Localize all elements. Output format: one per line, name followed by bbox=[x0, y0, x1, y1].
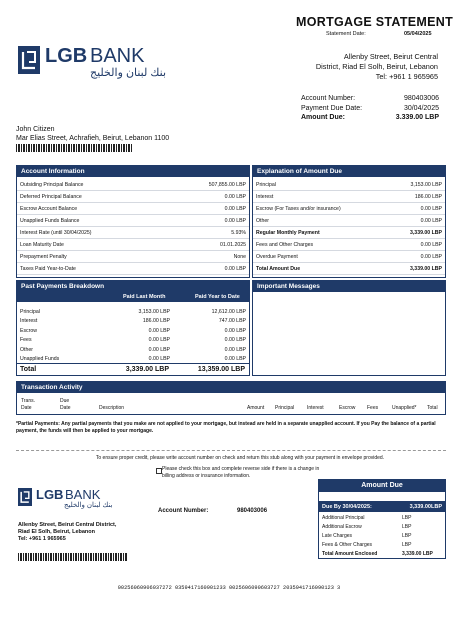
stub-due-by-row bbox=[319, 501, 445, 512]
row-label: Overdue Payment bbox=[256, 253, 298, 260]
payment-label: Interest bbox=[20, 318, 38, 325]
stub-address bbox=[18, 522, 116, 543]
payment-ytd: 12,612.00 LBP bbox=[211, 308, 246, 315]
bank-logo bbox=[18, 46, 168, 82]
stub-row-value: LBP bbox=[402, 514, 412, 521]
customer-name: John Citizen bbox=[16, 126, 55, 133]
account-info-box bbox=[16, 165, 250, 278]
check-note: Please check this box and complete reverse side if there is a change in billing address or insurance information. bbox=[162, 466, 320, 479]
customer-barcode bbox=[16, 144, 132, 152]
payment-ytd: 747.00 LBP bbox=[218, 318, 246, 325]
row-label: Escrow Account Balance bbox=[20, 205, 78, 212]
past-payments-box bbox=[16, 280, 250, 376]
past-payments-total bbox=[17, 363, 249, 375]
info-row bbox=[17, 251, 249, 263]
row-label: Outsiding Principal Balance bbox=[20, 181, 84, 188]
transaction-col-header: Amount bbox=[247, 405, 265, 411]
row-value: 0.00 LBP bbox=[420, 241, 442, 248]
payment-label: Unapplied Funds bbox=[20, 356, 60, 363]
payment-last-month: 0.00 LBP bbox=[148, 327, 170, 334]
row-value: 0.00 LBP bbox=[224, 265, 246, 272]
due-date-label: Payment Due Date: bbox=[301, 104, 363, 112]
info-row bbox=[17, 191, 249, 203]
stub-address-line: Allenby Street, Beirut Central District, bbox=[18, 522, 117, 528]
account-number: 980403006 bbox=[403, 95, 439, 102]
stub-amount-due-box bbox=[318, 479, 446, 559]
stub-account-number: 980403006 bbox=[237, 508, 268, 514]
account-number-label: Account Number: bbox=[301, 95, 356, 102]
statement-date-label: Statement Date: bbox=[326, 31, 366, 37]
payment-last-month: 0.00 LBP bbox=[148, 356, 170, 363]
info-row bbox=[253, 239, 445, 251]
explanation-box bbox=[252, 165, 446, 278]
amount-due-label: Amount Due: bbox=[301, 114, 345, 121]
payment-ytd: 0.00 LBP bbox=[224, 346, 246, 353]
credit-note: To ensure proper credit, please write account number on check and return this stub along with your payment in envelope provided. bbox=[95, 455, 385, 461]
row-value: 0.00 LBP bbox=[420, 217, 442, 224]
total-label: Total bbox=[20, 366, 37, 373]
row-value: 3,339.00 LBP bbox=[409, 229, 442, 236]
info-row bbox=[17, 227, 249, 239]
address-line: District, Riad El Solh, Beirut, Lebanon bbox=[315, 62, 438, 71]
stub-logo-bank: BANK bbox=[65, 487, 101, 502]
row-label: Taxes Paid Year-to-Date bbox=[20, 265, 76, 272]
info-row bbox=[253, 191, 445, 203]
stub-row-value: 3,339.00 LBP bbox=[402, 550, 433, 557]
due-date: 30/04/2025 bbox=[403, 104, 439, 112]
stub-row-label: Late Charges bbox=[322, 532, 353, 539]
row-label: Loan Maturity Date bbox=[20, 241, 64, 248]
customer-block bbox=[16, 125, 169, 143]
transaction-col-header: Description bbox=[99, 405, 125, 411]
stub-row-value: LBP bbox=[402, 523, 412, 530]
ocr-line: 00256060906037272 0359417160901233 0025606090603727 2035941716090123 3 bbox=[117, 585, 341, 591]
stub-row-value: LBP bbox=[402, 532, 412, 539]
payment-row bbox=[17, 336, 249, 346]
payment-ytd: 0.00 LBP bbox=[224, 327, 246, 334]
row-label: Prepayment Penalty bbox=[20, 253, 67, 260]
info-row bbox=[17, 263, 249, 275]
stub-logo-mark-icon bbox=[18, 488, 32, 506]
row-value: 5.93% bbox=[231, 229, 246, 236]
col-paid-ytd: Paid Year to Date bbox=[195, 294, 240, 300]
stub-account-label: Account Number: bbox=[158, 508, 209, 514]
due-by-label: Due By 30/04/2025: bbox=[322, 503, 372, 510]
past-payments-cols bbox=[17, 292, 249, 302]
row-value: 01.01.2025 bbox=[220, 241, 246, 248]
row-label: Interest Rate (until 30/04/2025) bbox=[20, 229, 92, 236]
payment-label: Principal bbox=[20, 308, 40, 315]
amount-due: 3.339.00 LBP bbox=[395, 114, 439, 121]
stub-logo bbox=[18, 488, 118, 512]
row-value: None bbox=[233, 253, 246, 260]
info-row bbox=[17, 239, 249, 251]
info-row bbox=[253, 263, 445, 275]
transaction-activity-box bbox=[16, 381, 446, 415]
row-label: Escrow (For Taxes and/or insurance) bbox=[256, 205, 341, 212]
payment-ytd: 0.00 LBP bbox=[224, 356, 246, 363]
explanation-title: Explanation of Amount Due bbox=[253, 166, 445, 177]
transaction-col-header: Due Date bbox=[60, 398, 71, 411]
address-line: Tel: +961 1 965965 bbox=[375, 72, 438, 81]
payment-row bbox=[17, 307, 249, 317]
info-row bbox=[17, 203, 249, 215]
row-label: Principal bbox=[256, 181, 276, 188]
transaction-columns bbox=[17, 398, 445, 412]
partial-payments-note: *Partial Payments: Any partial payments that you make are not applied to your mortgage, but instead are held in a separate unapplied account. If you Pay the balance of a partial payment, the funds will then be applied to your mortgage. bbox=[16, 421, 436, 434]
dashed-separator bbox=[16, 450, 446, 451]
customer-address: Mar Elias Street, Achrafieh, Beirut, Lebanon 1100 bbox=[16, 135, 170, 142]
stub-logo-lgb: LGB bbox=[36, 487, 64, 502]
info-row bbox=[253, 179, 445, 191]
transaction-col-header: Interest bbox=[307, 405, 324, 411]
row-label: Deferred Principal Balance bbox=[20, 193, 82, 200]
payment-last-month: 0.00 LBP bbox=[148, 346, 170, 353]
transaction-col-header: Principal bbox=[275, 405, 295, 411]
row-label: Other bbox=[256, 217, 269, 224]
payment-row bbox=[17, 317, 249, 327]
stub-row-label: Total Amount Enclosed bbox=[322, 550, 378, 557]
stub-address-line: Tel: +961 1 965965 bbox=[18, 536, 66, 542]
row-value: 0.00 LBP bbox=[224, 205, 246, 212]
stub-row bbox=[319, 513, 445, 522]
info-row bbox=[253, 203, 445, 215]
row-value: 507,855.00 LBP bbox=[208, 181, 246, 188]
transaction-col-header: Escrow bbox=[339, 405, 356, 411]
stub-amount-due-title: Amount Due bbox=[319, 480, 445, 492]
stub-logo-arabic: بنك لبنان والخليج bbox=[64, 502, 113, 509]
logo-mark-icon bbox=[18, 46, 40, 74]
past-payments-title: Past Payments Breakdown bbox=[17, 281, 249, 292]
info-row bbox=[17, 179, 249, 191]
payment-label: Fees bbox=[20, 337, 32, 344]
row-label: Fees and Other Charges bbox=[256, 241, 314, 248]
account-summary bbox=[301, 94, 439, 123]
stub-row bbox=[319, 531, 445, 540]
statement-date: 05/04/2025 bbox=[404, 31, 432, 37]
col-paid-last-month: Paid Last Month bbox=[123, 294, 166, 300]
row-value: 3,153.00 LBP bbox=[410, 181, 442, 188]
payment-last-month: 3,153.00 LBP bbox=[138, 308, 170, 315]
row-label: Regular Monthly Payment bbox=[256, 229, 320, 236]
logo-arabic: بنك لبنان والخليج bbox=[90, 67, 167, 79]
stub-row bbox=[319, 522, 445, 531]
logo-bank: BANK bbox=[90, 45, 145, 67]
total-ytd: 13,359.00 LBP bbox=[197, 366, 245, 373]
account-info-title: Account Information bbox=[17, 166, 249, 177]
stub-row-label: Additional Principal bbox=[322, 514, 365, 521]
info-row bbox=[17, 215, 249, 227]
payment-ytd: 0.00 LBP bbox=[224, 337, 246, 344]
stub-row bbox=[319, 540, 445, 549]
row-label: Total Amount Due bbox=[256, 265, 301, 272]
total-last-month: 3,339.00 LBP bbox=[125, 366, 169, 373]
payment-last-month: 0.00 LBP bbox=[148, 337, 170, 344]
payment-row bbox=[17, 345, 249, 355]
row-value: 0.00 LBP bbox=[420, 205, 442, 212]
logo-lgb: LGB bbox=[45, 45, 88, 67]
row-label: Unapplied Funds Balance bbox=[20, 217, 80, 224]
payment-row bbox=[17, 326, 249, 336]
stub-row bbox=[319, 549, 445, 558]
address-line: Allenby Street, Beirut Central bbox=[343, 52, 438, 61]
info-row bbox=[253, 227, 445, 239]
row-value: 0.00 LBP bbox=[420, 253, 442, 260]
row-value: 0.00 LBP bbox=[224, 193, 246, 200]
stub-row-label: Additional Escrow bbox=[322, 523, 362, 530]
important-messages-box bbox=[252, 280, 446, 376]
row-label: Interest bbox=[256, 193, 274, 200]
stub-barcode bbox=[18, 553, 128, 561]
transaction-col-header: Total bbox=[427, 405, 438, 411]
row-value: 3,339.00 LBP bbox=[409, 265, 442, 272]
row-value: 186.00 LBP bbox=[414, 193, 442, 200]
stub-address-line: Riad El Solh, Beirut, Lebanon bbox=[18, 529, 96, 535]
statement-title: MORTGAGE STATEMENT bbox=[296, 15, 454, 29]
transaction-col-header: Unapplied* bbox=[392, 405, 417, 411]
payment-last-month: 186.00 LBP bbox=[142, 318, 170, 325]
info-row bbox=[253, 251, 445, 263]
stub-row-value: LBP bbox=[402, 541, 412, 548]
due-by-value: 3,339.00LBP bbox=[409, 503, 442, 510]
bank-address bbox=[316, 52, 438, 82]
transaction-activity-title: Transaction Activity bbox=[17, 382, 445, 393]
info-row bbox=[253, 215, 445, 227]
payment-label: Escrow bbox=[20, 327, 38, 334]
important-messages-title: Important Messages bbox=[253, 281, 445, 292]
transaction-col-header: Trans. Date bbox=[21, 398, 35, 411]
payment-label: Other bbox=[20, 346, 33, 353]
transaction-col-header: Fees bbox=[367, 405, 379, 411]
row-value: 0.00 LBP bbox=[224, 217, 246, 224]
stub-row-label: Fees & Other Charges bbox=[322, 541, 373, 548]
